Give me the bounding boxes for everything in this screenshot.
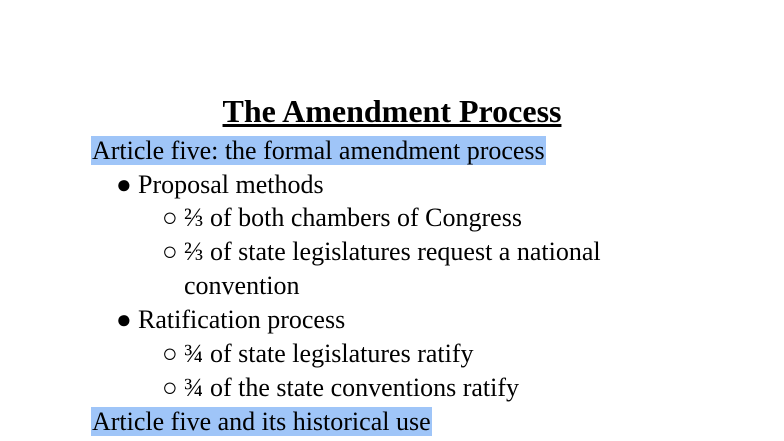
hollow-bullet-icon: ○ [162,203,178,232]
sub-list-item-congress[interactable] [162,202,522,234]
sub-list-item-continuation: convention [184,271,300,300]
list-item-ratification-process[interactable] [116,304,345,336]
hollow-bullet-icon: ○ [162,339,178,368]
highlighted-text[interactable]: Article five: the formal amendment process [92,136,545,165]
sub-list-item-national-convention[interactable] [162,236,601,268]
section-heading-article-five-formal[interactable] [91,135,546,167]
sub-list-item-state-conventions[interactable] [162,372,519,404]
page-title: The Amendment Process [222,93,562,129]
sub-list-item-text: ¾ of state legislatures ratify [184,339,474,368]
sub-list-item-text: ⅔ of both chambers of Congress [184,203,522,232]
hollow-bullet-icon: ○ [162,237,178,266]
sub-list-item-state-legislatures[interactable] [162,338,474,370]
sub-list-item-text: ⅔ of state legislatures request a national [184,237,601,266]
highlighted-text[interactable]: Article five and its historical use [92,407,431,436]
list-item-proposal-methods[interactable] [116,169,324,201]
section-heading-article-five-historical[interactable] [91,406,432,438]
list-item-label: Ratification process [138,305,346,334]
list-item-label: Proposal methods [138,170,324,199]
filled-bullet-icon: ● [116,170,132,199]
sub-list-item-text: ¾ of the state conventions ratify [184,373,520,402]
filled-bullet-icon: ● [116,305,132,334]
hollow-bullet-icon: ○ [162,373,178,402]
